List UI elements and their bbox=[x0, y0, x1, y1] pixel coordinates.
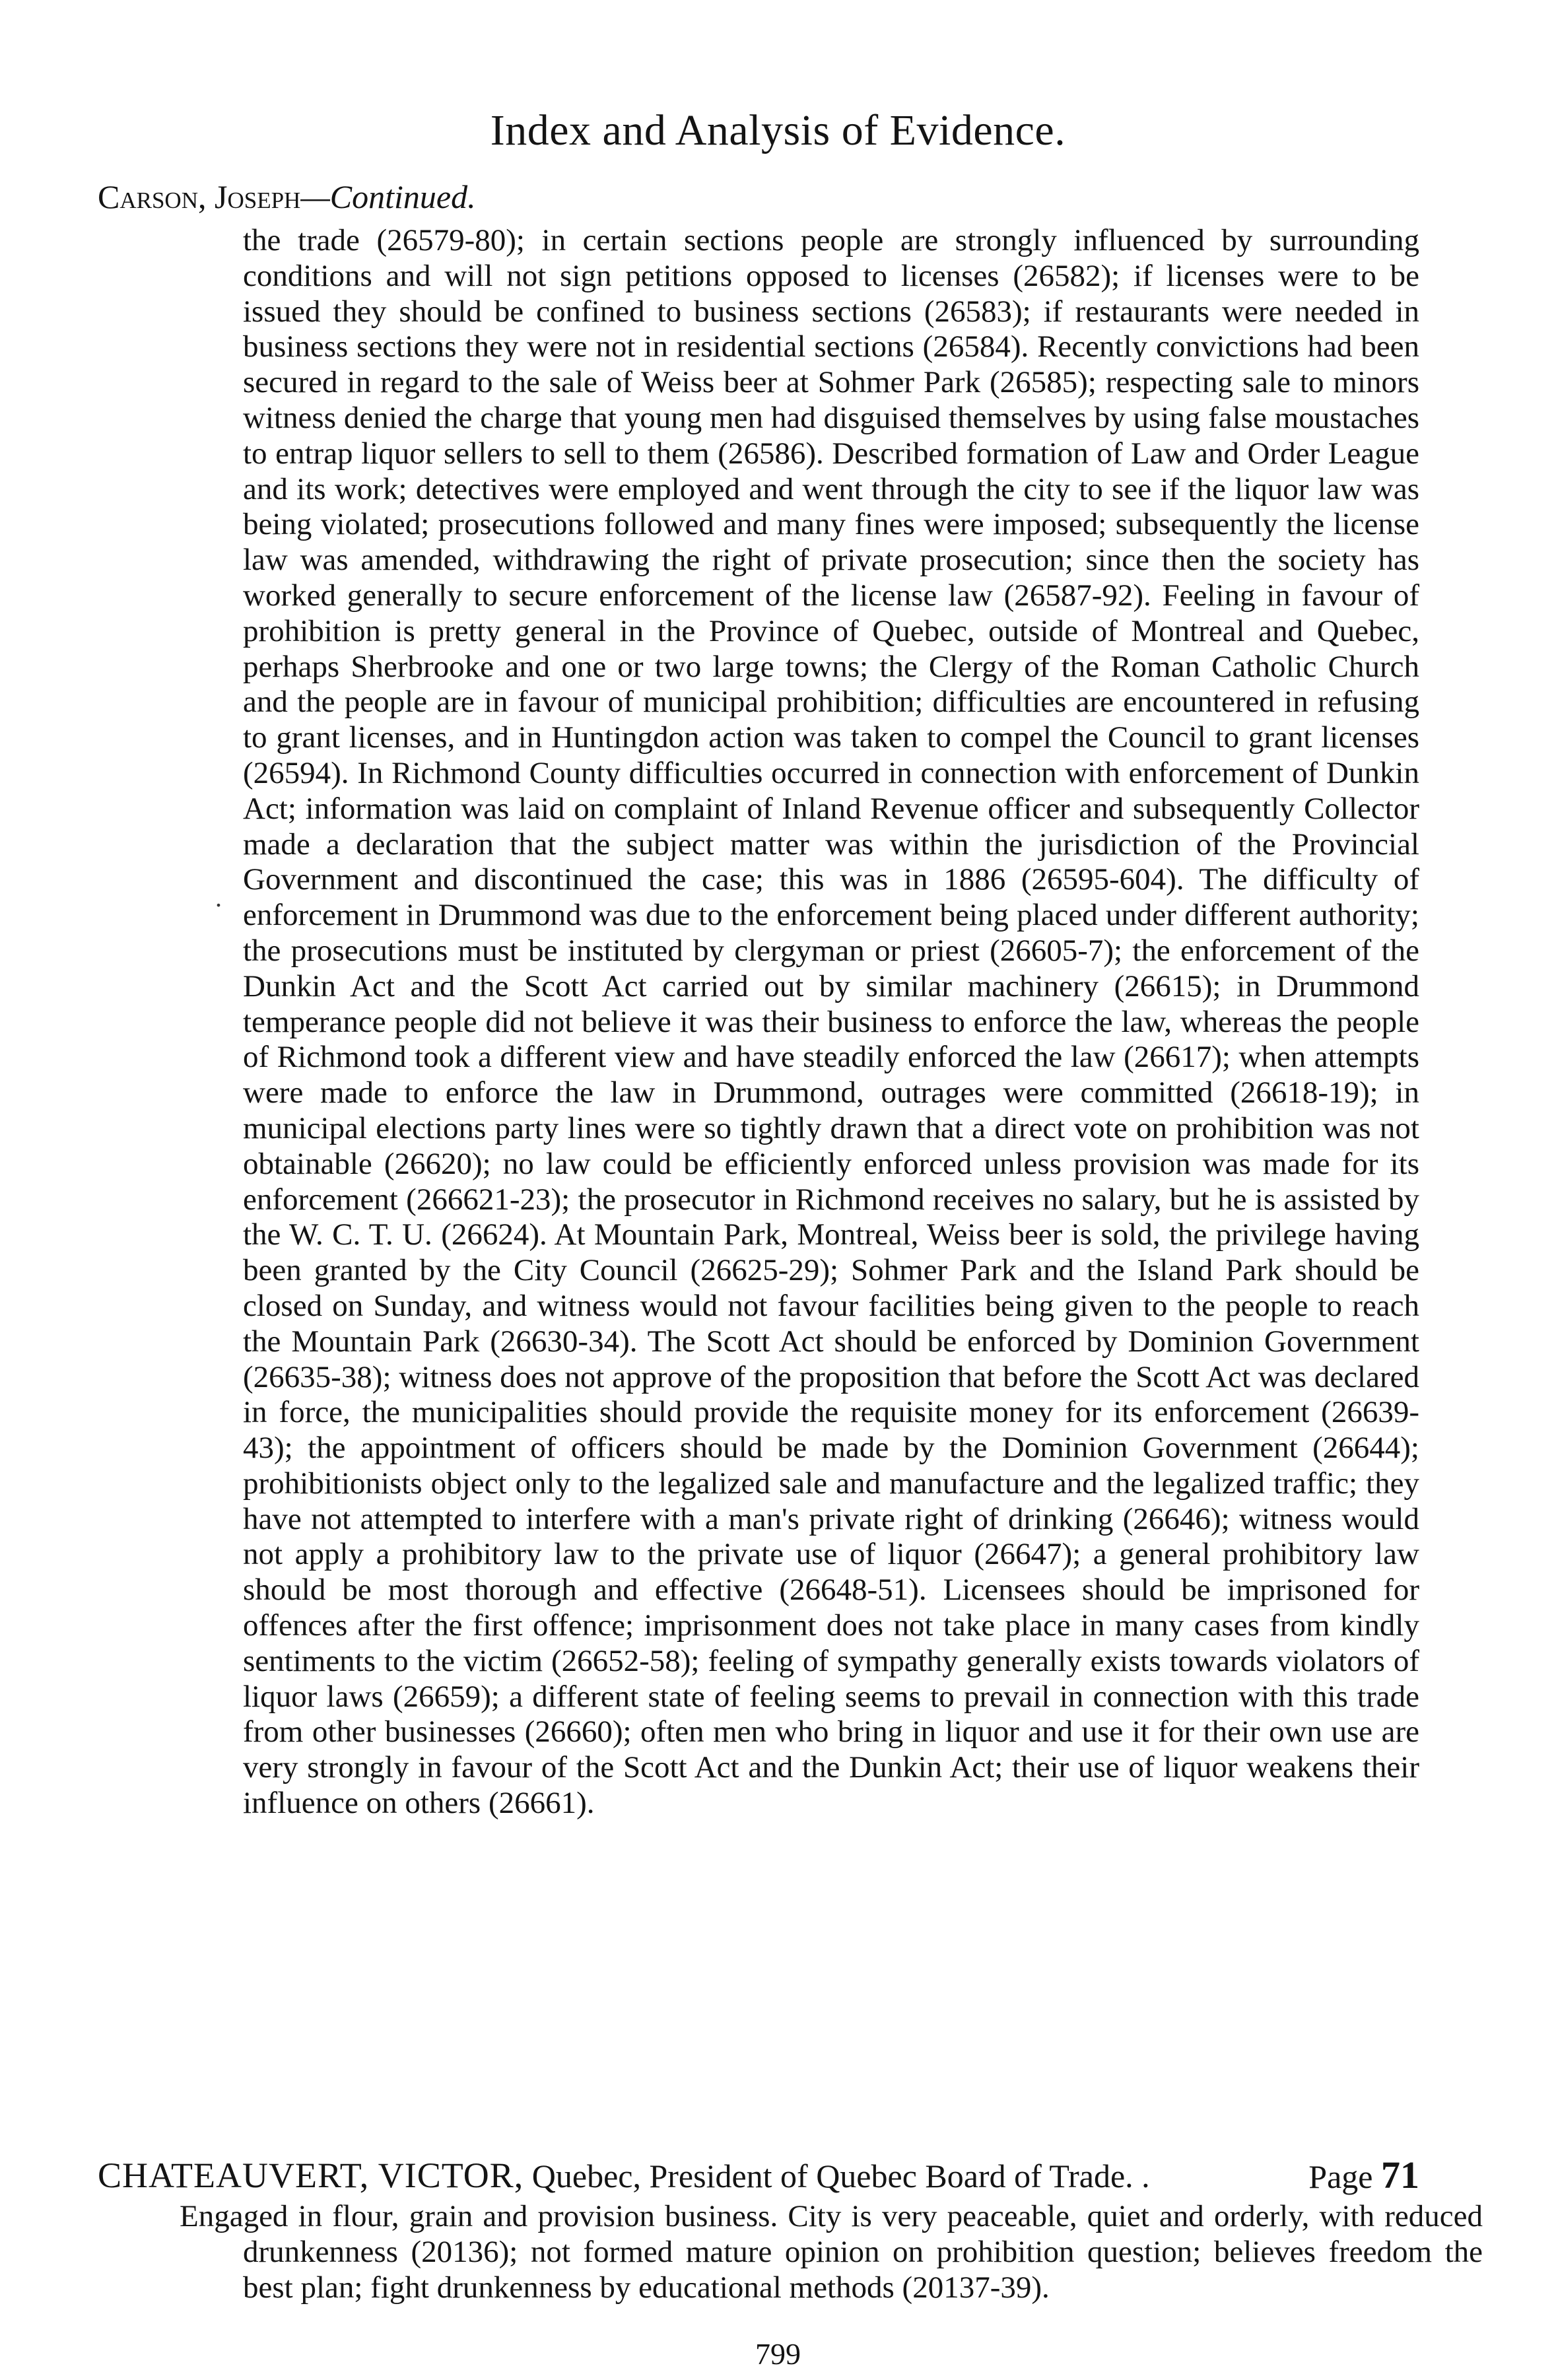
page-title: Index and Analysis of Evidence. bbox=[490, 106, 1066, 154]
carson-surname: Carson, bbox=[98, 178, 207, 215]
carson-given-name: Joseph bbox=[215, 178, 301, 215]
stray-dot-mark: . bbox=[215, 883, 222, 912]
chateauvert-description: Quebec, President of Quebec Board of Trade. . bbox=[531, 2158, 1150, 2194]
continued-label: —Continued. bbox=[300, 178, 476, 215]
chateauvert-name: CHATEAUVERT, VICTOR, bbox=[98, 2156, 524, 2195]
carson-entry-heading bbox=[98, 177, 476, 217]
carson-entry-text: the trade (26579-80); in certain sections people are strongly influenced by surrounding conditions and will not sign petitions opposed to licenses (26582); if licenses were to be issued they should be confined to business sections (26583); if restaurants were needed in business sections they were not in residential sections (26584). Recently convictions had been secured in regard to the sale of Weiss beer at Sohmer Park (26585); respecting sale to minors witness denied the charge that young men had disguised themselves by using false moustaches to entrap liquor sellers to sell to them (26586). Described formation of Law and Order League and its work; detectives were employed and went through the city to see if the liquor law was being violated; prosecutions followed and many fines were imposed; subsequently the license law was amended, withdrawing the right of private prosecution; since then the society has worked generally to secure enforcement of the license law (26587-92). Feeling in favour of prohibition is pretty general in the Province of Quebec, outside of Montreal and Quebec, perhaps Sherbrooke and one or two large towns; the Clergy of the Roman Catholic Church and the people are in favour of municipal prohibition; difficulties are encountered in refusing to grant licenses, and in Huntingdon action was taken to compel the Council to grant licenses (26594). In Richmond County difficulties occurred in connection with enforcement of Dunkin Act; information was laid on complaint of Inland Revenue officer and subsequently Collector made a declaration that the subject matter was within the jurisdiction of the Provincial Government and discontinued the case; this was in 1886 (26595-604). The difficulty of enforcement in Drummond was due to the enforcement being placed under different authority; the prosecutions must be instituted by clergyman or priest (26605-7); the enforcement of the Dunkin Act and the Scott Act carried out by similar machinery (26615); in Drummond temperance people did not believe it was their business to enforce the law, whereas the people of Richmond took a different view and have steadily enforced the law (26617); when attempts were made to enforce the law in Drummond, outrages were committed (26618-19); in municipal elections party lines were so tightly drawn that a direct vote on prohibition was not obtainable (26620); no law could be efficiently enforced unless provision was made for its enforcement (266621-23); the prosecutor in Richmond receives no salary, but he is assisted by the W. C. T. U. (26624). At Mountain Park, Montreal, Weiss beer is sold, the privilege having been granted by the City Council (26625-29); Sohmer Park and the Island Park should be closed on Sunday, and witness would not favour facilities being given to the people to reach the Mountain Park (26630-34). The Scott Act should be enforced by Dominion Government (26635-38); witness does not approve of the proposition that before the Scott Act was declared in force, the municipalities should provide the requisite money for its enforcement (26639-43); the appointment of officers should be made by the Dominion Government (26644); prohibitionists object only to the legalized sale and manufacture and the legalized traffic; they have not attempted to interfere with a man's private right of drinking (26646); witness would not apply a prohibitory law to the private use of liquor (26647); a general prohibitory law should be most thorough and effective (26648-51). Licensees should be imprisoned for offences after the first offence; imprisonment does not take place in many cases from kindly sentiments to the victim (26652-58); feeling of sympathy generally exists towards violators of liquor laws (26659); a different state of feeling seems to prevail in connection with this trade from other businesses (26660); often men who bring in liquor and use it for their own use are very strongly in favour of the Scott Act and the Dunkin Act; their use of liquor weakens their influence on others (26661). bbox=[243, 223, 1419, 1821]
page-folio: 799 bbox=[755, 2337, 801, 2371]
chateauvert-page-reference bbox=[1308, 2154, 1419, 2198]
page-number: 71 bbox=[1381, 2154, 1419, 2196]
chateauvert-entry-heading bbox=[98, 2154, 1419, 2197]
chateauvert-entry-text: Engaged in flour, grain and provision business. City is very peaceable, quiet and orderly, with reduced drunkenness (20136); not formed mature opinion on prohibition question; believes freedom the best plan; fight drunkenness by educational methods (20137-39). bbox=[180, 2199, 1483, 2305]
page-label: Page bbox=[1308, 2158, 1373, 2195]
